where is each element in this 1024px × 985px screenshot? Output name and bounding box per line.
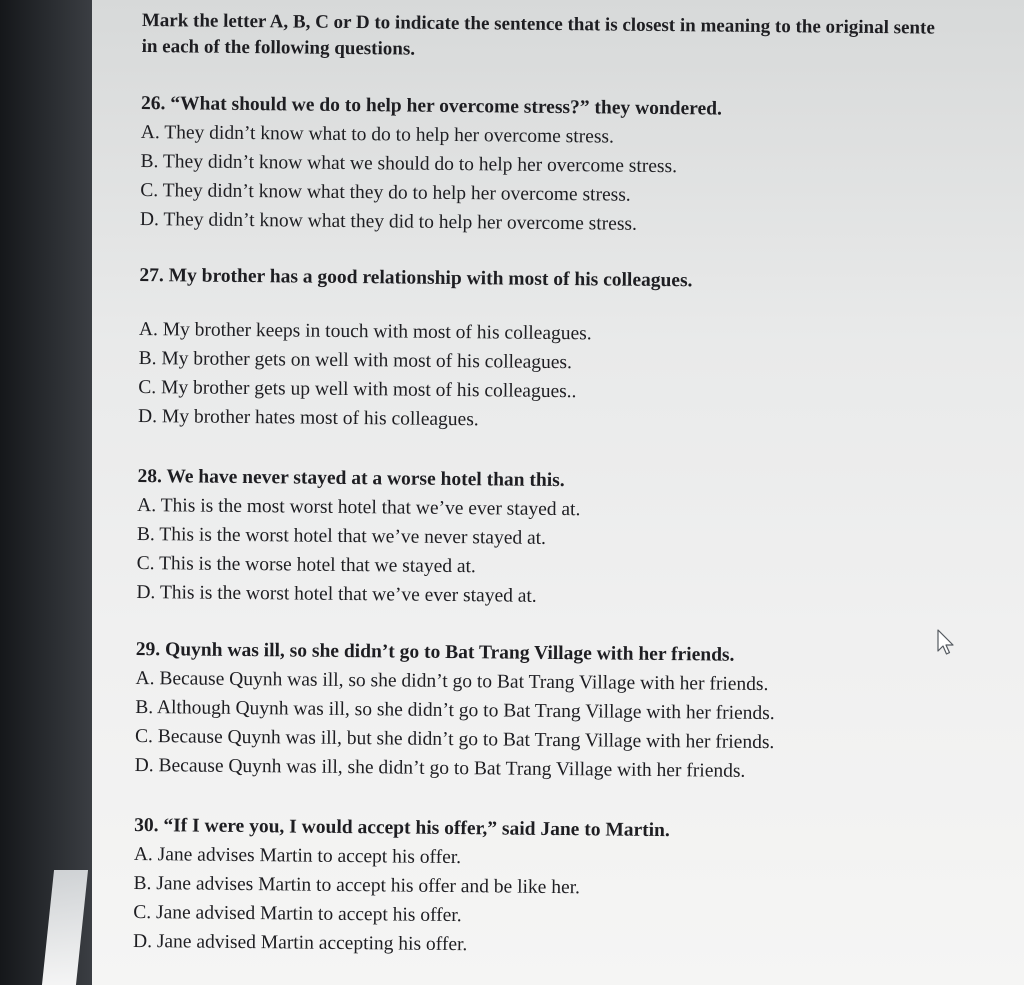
option-b[interactable]: B. Although Quynh was ill, so she didn’t go to Bat Trang Village with her friends. bbox=[135, 696, 775, 725]
option-d[interactable]: D. My brother hates most of his colleagues. bbox=[137, 405, 479, 431]
question-stem: 28. We have never stayed at a worse hotel than this. bbox=[137, 465, 565, 492]
light-glare bbox=[42, 870, 88, 985]
question-27 bbox=[138, 262, 1020, 439]
option-b[interactable]: B. This is the worst hotel that we’ve never stayed at. bbox=[136, 523, 547, 549]
option-c[interactable]: C. Because Quynh was ill, but she didn’t go to Bat Trang Village with her friends. bbox=[134, 725, 775, 754]
screen bbox=[92, 0, 1024, 985]
option-b[interactable]: B. My brother gets on well with most of his colleagues. bbox=[138, 347, 572, 374]
option-a[interactable]: A. This is the most worst hotel that we’ve ever stayed at. bbox=[137, 494, 581, 521]
option-b[interactable]: B. They didn’t know what we should do to help her overcome stress. bbox=[140, 150, 678, 178]
option-b[interactable]: B. Jane advises Martin to accept his offer and be like her. bbox=[133, 872, 581, 899]
question-30 bbox=[133, 812, 1014, 964]
question-29 bbox=[135, 636, 1016, 788]
question-stem: 26. “What should we do to help her overcome stress?” they wondered. bbox=[140, 92, 723, 120]
option-c[interactable]: C. This is the worse hotel that we stayed at. bbox=[136, 552, 476, 578]
option-d[interactable]: D. Jane advised Martin accepting his offer. bbox=[132, 930, 468, 956]
option-c[interactable]: C. They didn’t know what they do to help her overcome stress. bbox=[140, 179, 631, 206]
option-a[interactable]: A. Because Quynh was ill, so she didn’t go to Bat Trang Village with her friends. bbox=[135, 667, 769, 696]
mouse-pointer-icon bbox=[936, 628, 958, 658]
question-stem: 27. My brother has a good relationship with most of his colleagues. bbox=[139, 264, 693, 292]
option-c[interactable]: C. My brother gets up well with most of his colleagues.. bbox=[138, 376, 577, 403]
option-d[interactable]: D. They didn’t know what they did to help her overcome stress. bbox=[139, 208, 638, 235]
instruction-line-1: Mark the letter A, B, C or D to indicate the sentence that is closest in meaning to the original sente bbox=[141, 9, 935, 39]
question-28 bbox=[136, 463, 1017, 615]
option-a[interactable]: A. My brother keeps in touch with most of his colleagues. bbox=[138, 318, 592, 345]
instruction-line-2: in each of the following questions. bbox=[141, 35, 416, 60]
question-26 bbox=[140, 90, 1021, 242]
option-c[interactable]: C. Jane advised Martin to accept his offer. bbox=[133, 901, 462, 927]
option-a[interactable]: A. Jane advises Martin to accept his offer. bbox=[133, 843, 462, 869]
worksheet bbox=[132, 8, 1024, 956]
option-a[interactable]: A. They didn’t know what to do to help her overcome stress. bbox=[140, 121, 615, 148]
question-stem: 30. “If I were you, I would accept his offer,” said Jane to Martin. bbox=[134, 814, 670, 842]
instruction bbox=[142, 8, 1024, 69]
monitor-bezel bbox=[0, 0, 95, 985]
question-stem: 29. Quynh was ill, so she didn’t go to Bat Trang Village with her friends. bbox=[135, 638, 735, 666]
option-d[interactable]: D. Because Quynh was ill, she didn’t go to Bat Trang Village with her friends. bbox=[134, 754, 746, 782]
option-d[interactable]: D. This is the worst hotel that we’ve ever stayed at. bbox=[136, 581, 537, 607]
